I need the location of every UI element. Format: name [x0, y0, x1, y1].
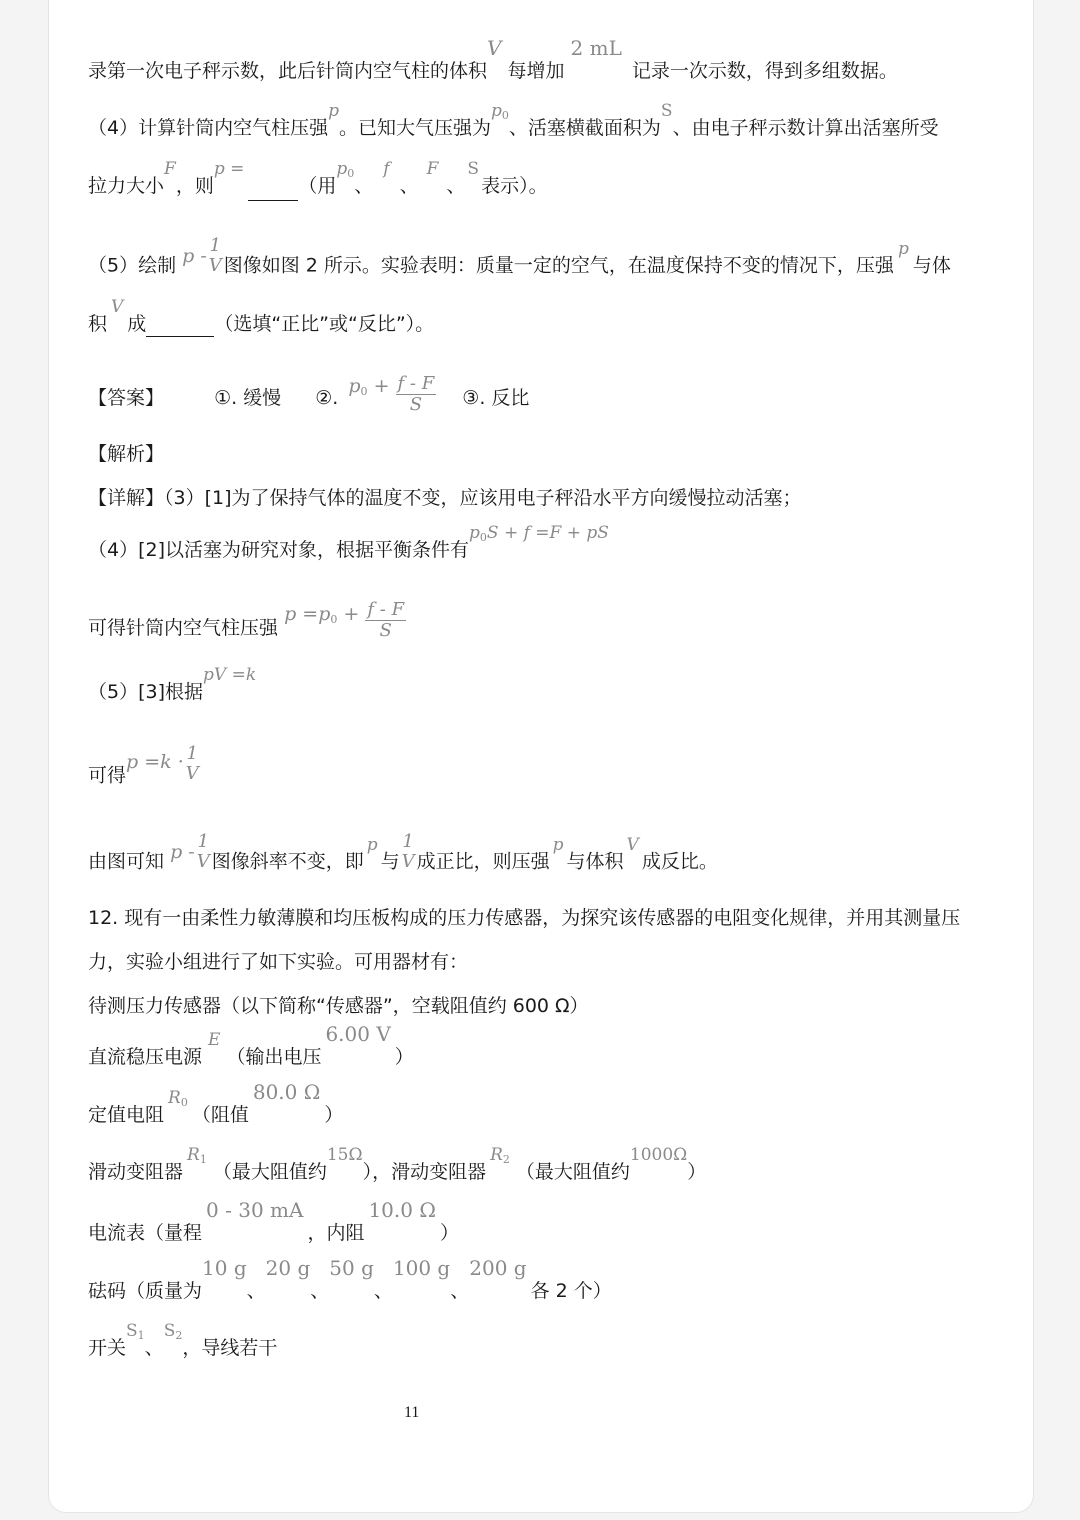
text: 开关: [88, 1337, 127, 1359]
detail-line-5: [88, 743, 201, 796]
text: （4）[2]以活塞为研究对象，根据平衡条件有: [88, 539, 470, 561]
text: 电流表（量程: [88, 1222, 203, 1244]
symbol-S: S: [660, 101, 673, 121]
symbol-F: F: [164, 159, 176, 179]
text: （最大阻值约: [212, 1161, 327, 1183]
symbol-p: p: [897, 238, 909, 259]
text: ，内阻: [307, 1222, 365, 1244]
fraction-denominator: V: [196, 851, 210, 872]
fraction-denominator: S: [379, 620, 392, 641]
symbol-S1: S: [126, 1321, 138, 1341]
text-line-4: [88, 235, 951, 286]
equation-pV: pV =k: [203, 665, 257, 685]
material-sensor: 待测压力传感器（以下简称“传感器”，空载阻值约 600 Ω）: [88, 995, 589, 1017]
symbol-V: V: [487, 36, 502, 60]
subscript: 0: [347, 167, 355, 180]
plus-sign: +: [343, 603, 360, 625]
subscript: 0: [501, 109, 509, 122]
plus-sign: +: [373, 375, 390, 397]
fraction-denominator: V: [208, 255, 222, 276]
text: 、: [354, 175, 374, 197]
symbol-p-eq: p =: [213, 159, 245, 179]
text: 与体积: [566, 850, 624, 873]
fraction-denominator: V: [185, 763, 199, 784]
symbol-p: p: [552, 834, 564, 855]
text: 成正比，则压强: [416, 850, 550, 873]
subscript: 2: [175, 1329, 183, 1342]
equilibrium-equation: S + f =F + pS: [486, 523, 609, 543]
text: 砝码（质量为: [88, 1280, 203, 1302]
ammeter-resistance: 10.0 Ω: [368, 1198, 436, 1222]
subscript: 0: [479, 531, 487, 544]
symbol-V: V: [111, 297, 124, 317]
weight-200g: 200 g: [469, 1256, 527, 1280]
text: ，则: [175, 175, 214, 197]
text: 每增加: [507, 60, 565, 82]
text-line-1: [88, 36, 898, 83]
text: 、: [144, 1337, 164, 1359]
symbol-p0: p: [348, 375, 361, 397]
symbol-F: F: [426, 159, 439, 179]
fraction-numerator: 1: [402, 831, 414, 852]
material-rheostats: [88, 1145, 707, 1187]
rheostat-2-value: 1000Ω: [629, 1145, 688, 1165]
answer-2-label: ②.: [315, 387, 339, 409]
subscript: 1: [199, 1153, 207, 1166]
text: 图像如图 2 所示。实验表明：质量一定的空气，在温度保持不变的情况下，压强: [223, 254, 894, 277]
fraction-denominator: V: [401, 851, 415, 872]
symbol-S: S: [467, 159, 480, 179]
detail-line-2: [88, 523, 609, 565]
symbol-p-minus: p -: [182, 244, 207, 267]
symbol-E: E: [208, 1030, 221, 1050]
material-weights: [88, 1256, 612, 1303]
material-switches: [88, 1321, 278, 1363]
text: ）: [687, 1161, 707, 1183]
voltage-value: 6.00 V: [325, 1022, 391, 1046]
ammeter-range: 0 - 30 mA: [206, 1198, 304, 1222]
symbol-p-minus: p -: [170, 840, 195, 863]
question-12-line-1: 12. 现有一由柔性力敏薄膜和均压板构成的压力传感器，为探究该传感器的电阻变化规律，并用其测量压: [88, 907, 961, 929]
symbol-p0: p: [336, 159, 348, 179]
text: 记录一次示数，得到多组数据。: [631, 60, 898, 82]
symbol-p: p: [366, 834, 378, 855]
text: （4）计算针筒内空气柱压强: [88, 117, 329, 139]
answer-3: ③. 反比: [462, 387, 530, 409]
text: 表示）。: [481, 175, 548, 197]
fraction-numerator: f - F: [367, 599, 405, 620]
text: 与: [380, 850, 400, 873]
text: 各 2 个）: [530, 1280, 612, 1302]
fraction-numerator: 1: [197, 831, 209, 852]
text: ，导线若干: [182, 1337, 278, 1359]
text: 与体: [912, 254, 951, 277]
fraction-numerator: f - F: [397, 373, 435, 394]
text: （选填“正比”或“反比”）。: [214, 313, 435, 335]
text: 图像斜率不变，即: [211, 850, 364, 873]
answer-1: ①. 缓慢: [214, 387, 282, 409]
symbol-p-eq: p =: [284, 603, 319, 625]
text: 定值电阻: [88, 1104, 165, 1126]
text: 直流稳压电源: [88, 1046, 203, 1068]
detail-line-4: [88, 665, 257, 705]
text: （输出电压: [226, 1046, 322, 1068]
rheostat-1-value: 15Ω: [326, 1145, 363, 1165]
text: ）: [439, 1222, 459, 1244]
resistance-value: 80.0 Ω: [252, 1080, 321, 1104]
symbol-R0: R: [168, 1088, 181, 1108]
text: （最大阻值约: [515, 1161, 630, 1183]
answer-blank-2[interactable]: [248, 182, 298, 201]
text: 、活塞横截面积为: [508, 117, 661, 139]
text: 滑动变阻器: [88, 1161, 184, 1183]
symbol-p: p: [328, 101, 339, 121]
material-power-supply: [88, 1022, 414, 1070]
text: 由图可知: [88, 850, 165, 873]
text: 可得针筒内空气柱压强: [88, 617, 279, 639]
text: （用: [298, 175, 337, 197]
detail-line-3: [88, 599, 406, 649]
text: ）: [324, 1104, 344, 1126]
text: 拉力大小: [88, 175, 165, 197]
fraction-denominator: S: [409, 394, 423, 415]
text: 成: [127, 313, 147, 335]
subscript: 0: [360, 385, 368, 398]
subscript: 0: [330, 613, 338, 626]
subscript: 2: [502, 1153, 510, 1166]
weight-20g: 20 g: [265, 1256, 311, 1280]
detail-line-1: 【详解】（3）[1]为了保持气体的温度不变，应该用电子秤沿水平方向缓慢拉动活塞；: [88, 487, 802, 509]
text: 、: [450, 1280, 470, 1302]
answer-tag: 【答案】: [88, 387, 165, 409]
detail-line-6: [88, 831, 718, 882]
symbol-R1: R: [187, 1145, 200, 1165]
text-line-2: [88, 101, 939, 143]
weight-50g: 50 g: [329, 1256, 374, 1280]
equation-p-k: p =k ·: [126, 750, 184, 773]
text-line-3: [88, 159, 548, 201]
subscript: 0: [180, 1096, 188, 1109]
symbol-R2: R: [490, 1145, 503, 1165]
text: 成反比。: [641, 850, 718, 873]
text: ），滑动变阻器: [362, 1161, 487, 1183]
text: ）: [394, 1046, 414, 1068]
symbol-S2: S: [163, 1321, 176, 1341]
answer-line: [88, 373, 530, 419]
text: 、: [446, 175, 466, 197]
text: 、由电子秤示数计算出活塞所受: [672, 117, 939, 139]
text: （5）绘制: [88, 254, 177, 277]
text: 可得: [88, 764, 127, 787]
symbol-f: f: [383, 159, 390, 179]
material-ammeter: [88, 1198, 459, 1245]
symbol-V: V: [626, 834, 639, 855]
analysis-tag: 【解析】: [88, 443, 165, 465]
text: 录第一次电子秤示数，此后针筒内空气柱的体积: [88, 60, 488, 82]
answer-blank-3[interactable]: [146, 318, 214, 337]
text: 、: [373, 1280, 393, 1302]
volume-increment: 2 mL: [570, 36, 622, 60]
page-number: 11: [404, 1404, 420, 1421]
question-12-line-2: 力，实验小组进行了如下实验。可用器材有：: [88, 951, 469, 973]
fraction-numerator: 1: [209, 235, 221, 256]
subscript: 1: [137, 1329, 145, 1342]
text: （阻值: [191, 1104, 249, 1126]
text: 、: [399, 175, 419, 197]
symbol-p0: p: [318, 603, 331, 625]
text-line-5: [88, 297, 435, 337]
text: 、: [246, 1280, 266, 1302]
material-fixed-resistor: [88, 1080, 344, 1130]
text: 、: [310, 1280, 330, 1302]
weight-100g: 100 g: [392, 1256, 451, 1280]
weight-10g: 10 g: [202, 1256, 247, 1280]
text: （5）[3]根据: [88, 681, 204, 703]
fraction-numerator: 1: [186, 743, 198, 764]
text: 积: [88, 313, 108, 335]
symbol-p0: p: [469, 523, 480, 543]
symbol-p0: p: [491, 101, 502, 121]
text: 。已知大气压强为: [338, 117, 491, 139]
